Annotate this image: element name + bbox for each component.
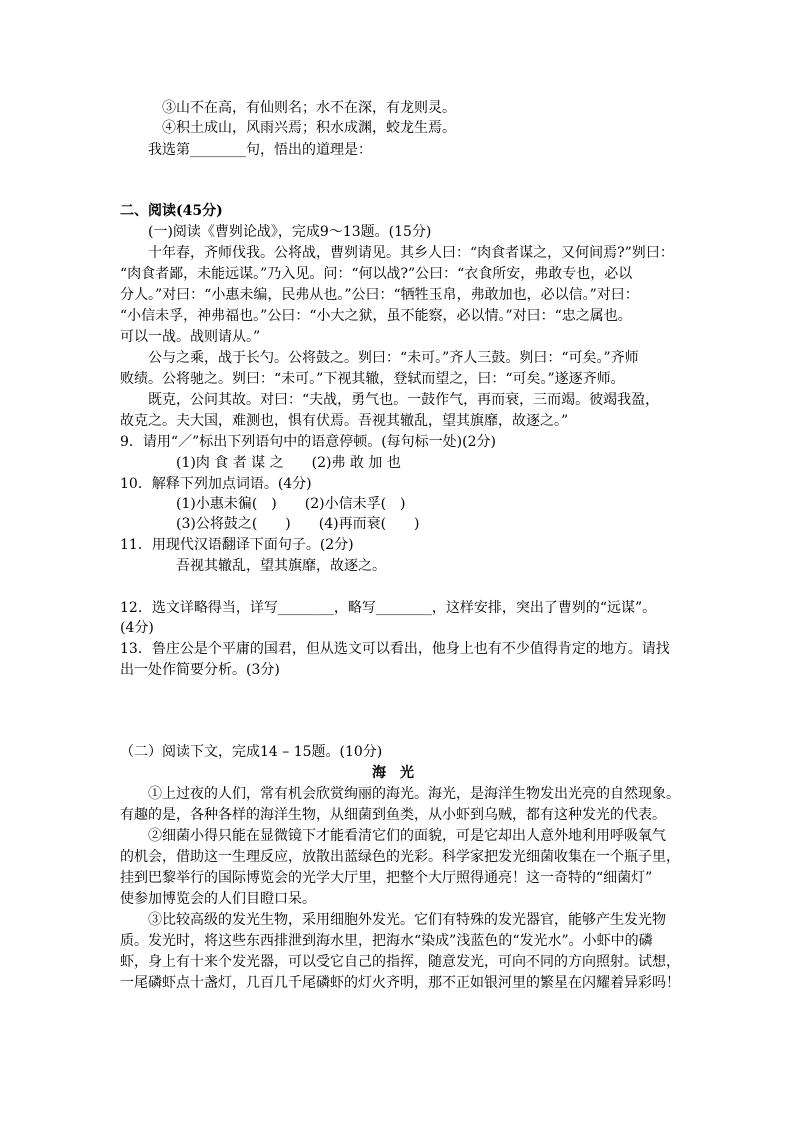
passage-line: “肉食者鄙，未能远谋。”乃入见。问：“何以战?”公曰：“衣食所安，弗敢专也，必以 <box>120 266 633 282</box>
passage-line: “小信未孚，神弗福也。”公曰：“小大之狱，虽不能察，必以情。”对曰：“忠之属也。 <box>120 308 632 324</box>
question-13: 13．鲁庄公是个平庸的国君，但从选文可以看出，他身上也有不少值得肯定的地方。请找 <box>120 641 670 657</box>
question-11: 11．用现代汉语翻译下面句子。(2分) <box>120 537 354 553</box>
article-line: 使参加博览会的人们目瞪口呆。 <box>120 891 316 907</box>
passage-line: 故克之。夫大国，难测也，惧有伏焉。吾视其辙乱，望其旗靡，故逐之。” <box>120 413 569 429</box>
article-line: 的机会，借助这一生理反应，放散出蓝绿色的光彩。科学家把发光细菌收集在一个瓶子里， <box>120 849 680 865</box>
question-13-cont: 出一处作简要分析。(3分) <box>120 662 280 678</box>
passage-line: 既克，公问其故。对曰：“夫战，勇气也。一鼓作气，再而衰，三而竭。彼竭我盈， <box>148 392 660 408</box>
article-line: 质。发光时，将这些东西排泄到海水里，把海水“染成”浅蓝色的“发光水”。小虾中的磷 <box>120 933 653 949</box>
choice-prompt: 我选第________句，悟出的道理是： <box>148 142 372 158</box>
question-11-sentence: 吾视其辙乱，望其旗靡，故逐之。 <box>176 558 386 574</box>
part1-intro: (一)阅读《曹刿论战》，完成9～13题。(15分) <box>148 224 432 240</box>
question-9-items: (1)肉 食 者 谋 之 (2)弗 敢 加 也 <box>176 455 401 471</box>
option-line-4: ④积土成山，风雨兴焉；积水成渊，蛟龙生焉。 <box>162 120 456 136</box>
passage-line: 败绩。公将驰之。刿曰：“未可。”下视其辙，登轼而望之，曰：“可矣。”遂逐齐师。 <box>120 371 625 387</box>
question-10-row-2: (3)公将鼓之( ) (4)再而衰( ) <box>176 516 420 532</box>
question-12-points: (4分) <box>120 620 154 636</box>
passage-line: 可以一战。战则请从。” <box>120 329 261 345</box>
question-12: 12．选文详略得当，详写________，略写________，这样安排，突出了曹刿的“远谋”。 <box>120 600 657 616</box>
question-10-row-1: (1)小惠未徧( ) (2)小信未孚( ) <box>176 496 406 512</box>
article-line: ①上过夜的人们，常有机会欣赏绚丽的海光。海光，是海洋生物发出光亮的自然现象。 <box>148 786 680 802</box>
passage-line: 公与之乘，战于长勺。公将鼓之。刿曰：“未可。”齐人三鼓。刿曰：“可矣。”齐师 <box>148 350 639 366</box>
section-heading-reading: 二、阅读(45分) <box>120 203 223 219</box>
question-9: 9．请用“／”标出下列语句中的语意停顿。(每句标一处)(2分) <box>120 434 496 450</box>
article-line: ②细菌小得只能在显微镜下才能看清它们的面貌，可是它却出人意外地利用呼吸氧气 <box>148 828 666 844</box>
part2-intro: （二）阅读下文，完成14 – 15题。(10分) <box>120 744 383 760</box>
article-line: ③比较高级的发光生物，采用细胞外发光。它们有特殊的发光器官，能够产生发光物 <box>148 912 666 928</box>
passage-line: 分人。”对曰：“小惠未编，民弗从也。”公曰：“牺牲玉帛，弗敢加也，必以信。”对曰： <box>120 287 639 303</box>
article-line: 挂到巴黎举行的国际博览会的光学大厅里，把整个大厅照得通亮！这一奇特的“细菌灯” <box>120 870 653 886</box>
option-line-3: ③山不在高，有仙则名；水不在深，有龙则灵。 <box>162 100 456 116</box>
article-line: 有趣的是，各种各样的海洋生物，从细菌到鱼类，从小虾到乌贼，都有这种发光的代表。 <box>120 807 666 823</box>
article-line: 一尾磷虾点十盏灯，几百几千尾磷虾的灯火齐明，那不正如银河里的繁星在闪耀着异彩吗！ <box>120 975 680 991</box>
article-line: 虾，身上有十来个发光器，可以受它自己的指挥，随意发光，可向不同的方向照射。试想， <box>120 954 680 970</box>
article-title: 海 光 <box>372 765 414 781</box>
question-10: 10．解释下列加点词语。(4分) <box>120 476 312 492</box>
passage-line: 十年春，齐师伐我。公将战，曹刿请见。其乡人曰：“肉食者谋之，又何间焉?”刿曰： <box>148 245 674 261</box>
